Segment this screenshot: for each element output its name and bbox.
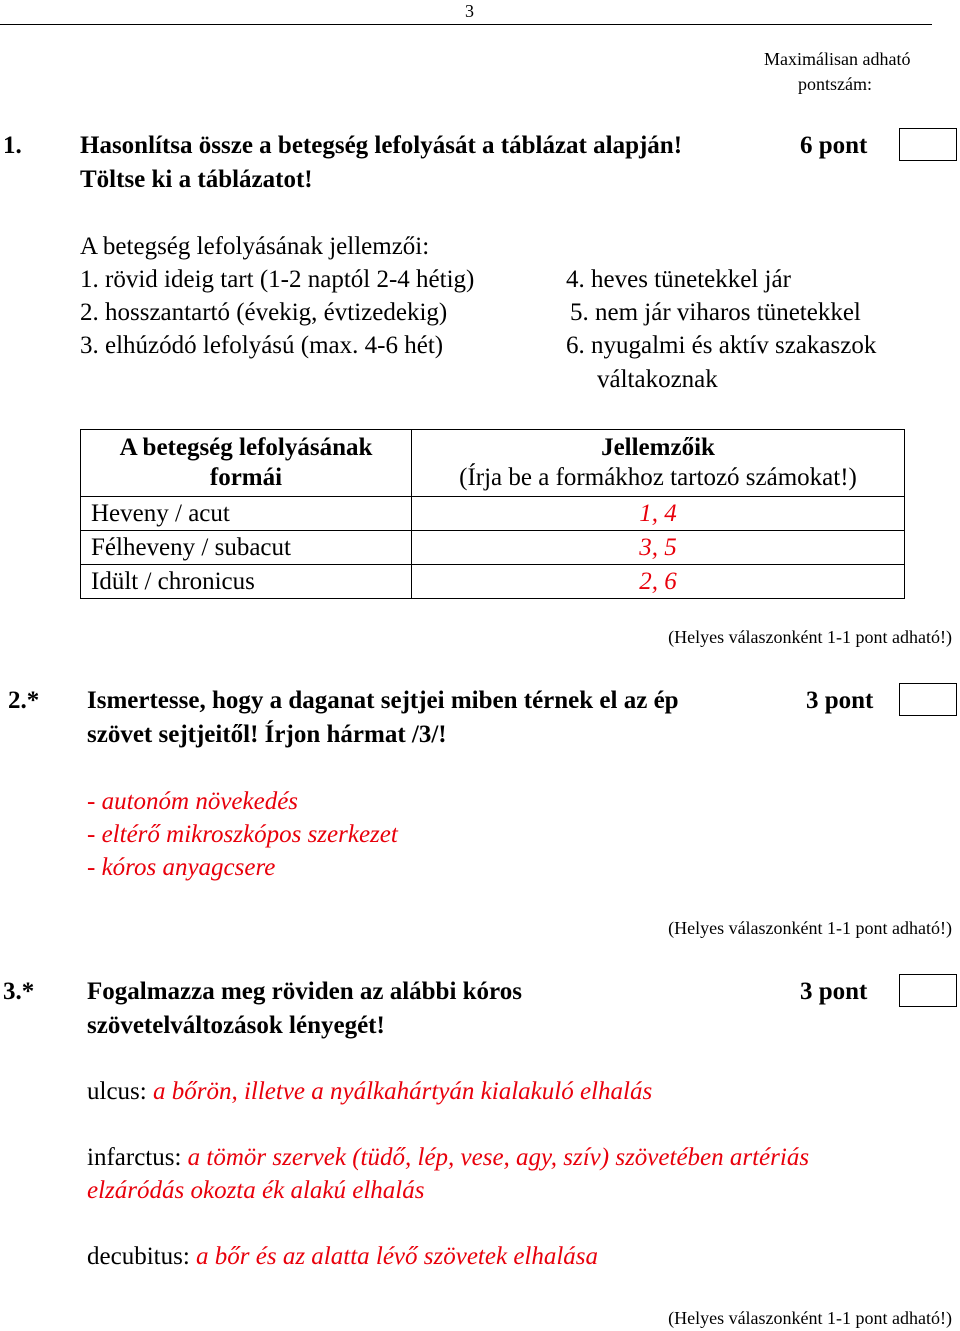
q3-points: 3 pont (800, 978, 868, 1005)
q2-answer-2: - eltérő mikroszkópos szerkezet (87, 821, 398, 848)
q1-score-box[interactable] (899, 128, 957, 161)
form-cell: Idült / chronicus (81, 565, 412, 599)
q2-number: 2.* (8, 687, 40, 714)
q1-item-1: 1. rövid ideig tart (1-2 naptól 2-4 hétig) (80, 266, 475, 293)
table-row (81, 497, 905, 531)
max-points-label-1: Maximálisan adható (764, 49, 911, 69)
q1-subtitle: Töltse ki a táblázatot! (80, 166, 313, 193)
q1-item-5: 5. nem jár viharos tünetekkel (570, 299, 861, 326)
q3-term-infarctus (87, 1143, 809, 1173)
q1-item-6: 6. nyugalmi és aktív szakaszok (566, 332, 877, 359)
q3-number: 3.* (3, 978, 35, 1005)
disease-course-table (80, 429, 905, 599)
q1-title: Hasonlítsa össze a betegség lefolyását a táblázat alapján! (80, 132, 683, 159)
answer-cell: 2, 6 (412, 565, 905, 599)
q3-score-box[interactable] (899, 974, 957, 1007)
form-cell: Félheveny / subacut (81, 531, 412, 565)
max-points-label-2: pontszám: (798, 74, 872, 94)
term-answer: a bőrön, illetve a nyálkahártyán kialakuló elhalás (152, 1078, 653, 1105)
q2-title-line2: szövet sejtjeitől! Írjon hármat /3/! (87, 721, 447, 748)
q2-scoring-note: (Helyes válaszonként 1-1 pont adható!) (668, 918, 952, 938)
q1-number: 1. (3, 132, 22, 159)
header-features-note: (Írja be a formákhoz tartozó számokat!) (459, 464, 857, 491)
form-cell: Heveny / acut (81, 497, 412, 531)
term-label: decubitus: (87, 1243, 190, 1270)
table-row (81, 531, 905, 565)
header-rule (0, 24, 932, 25)
answer-cell: 3, 5 (412, 531, 905, 565)
term-label: infarctus: (87, 1144, 182, 1171)
q1-item-6-cont: váltakoznak (597, 366, 718, 393)
q3-scoring-note: (Helyes válaszonként 1-1 pont adható!) (668, 1308, 952, 1328)
q3-title-line2: szövetelváltozások lényegét! (87, 1012, 385, 1039)
term-label: ulcus: (87, 1078, 147, 1105)
q2-points: 3 pont (806, 687, 874, 714)
q3-term-decubitus (87, 1242, 598, 1272)
q3-title-line1: Fogalmazza meg röviden az alábbi kóros (87, 978, 522, 1005)
term-answer: a bőr és az alatta lévő szövetek elhalása (196, 1243, 599, 1270)
answer-cell: 1, 4 (412, 497, 905, 531)
q2-answer-3: - kóros anyagcsere (87, 854, 276, 881)
header-forms-line1: A betegség lefolyásának (119, 434, 373, 461)
q2-answer-1: - autonóm növekedés (87, 788, 299, 815)
q1-item-3: 3. elhúzódó lefolyású (max. 4-6 hét) (80, 332, 444, 359)
q1-scoring-note: (Helyes válaszonként 1-1 pont adható!) (668, 627, 952, 647)
header-features (412, 430, 905, 497)
q3-term-infarctus-cont: elzáródás okozta ék alakú elhalás (87, 1177, 425, 1204)
q2-title-line1: Ismertesse, hogy a daganat sejtjei miben térnek el az ép (87, 687, 679, 714)
page-number: 3 (465, 1, 474, 21)
table-header-row (81, 430, 905, 497)
header-features-title: Jellemzőik (601, 434, 715, 461)
table-row (81, 565, 905, 599)
q1-item-2: 2. hosszantartó (évekig, évtizedekig) (80, 299, 448, 326)
term-answer: a tömör szervek (tüdő, lép, vese, agy, szív) szövetében artériás (187, 1144, 810, 1171)
q2-score-box[interactable] (899, 683, 957, 716)
header-forms (81, 430, 412, 497)
q1-list-heading: A betegség lefolyásának jellemzői: (80, 233, 430, 260)
header-forms-line2: formái (209, 464, 283, 491)
q1-item-4: 4. heves tünetekkel jár (566, 266, 791, 293)
q1-points: 6 pont (800, 132, 868, 159)
q3-term-ulcus (87, 1077, 652, 1107)
